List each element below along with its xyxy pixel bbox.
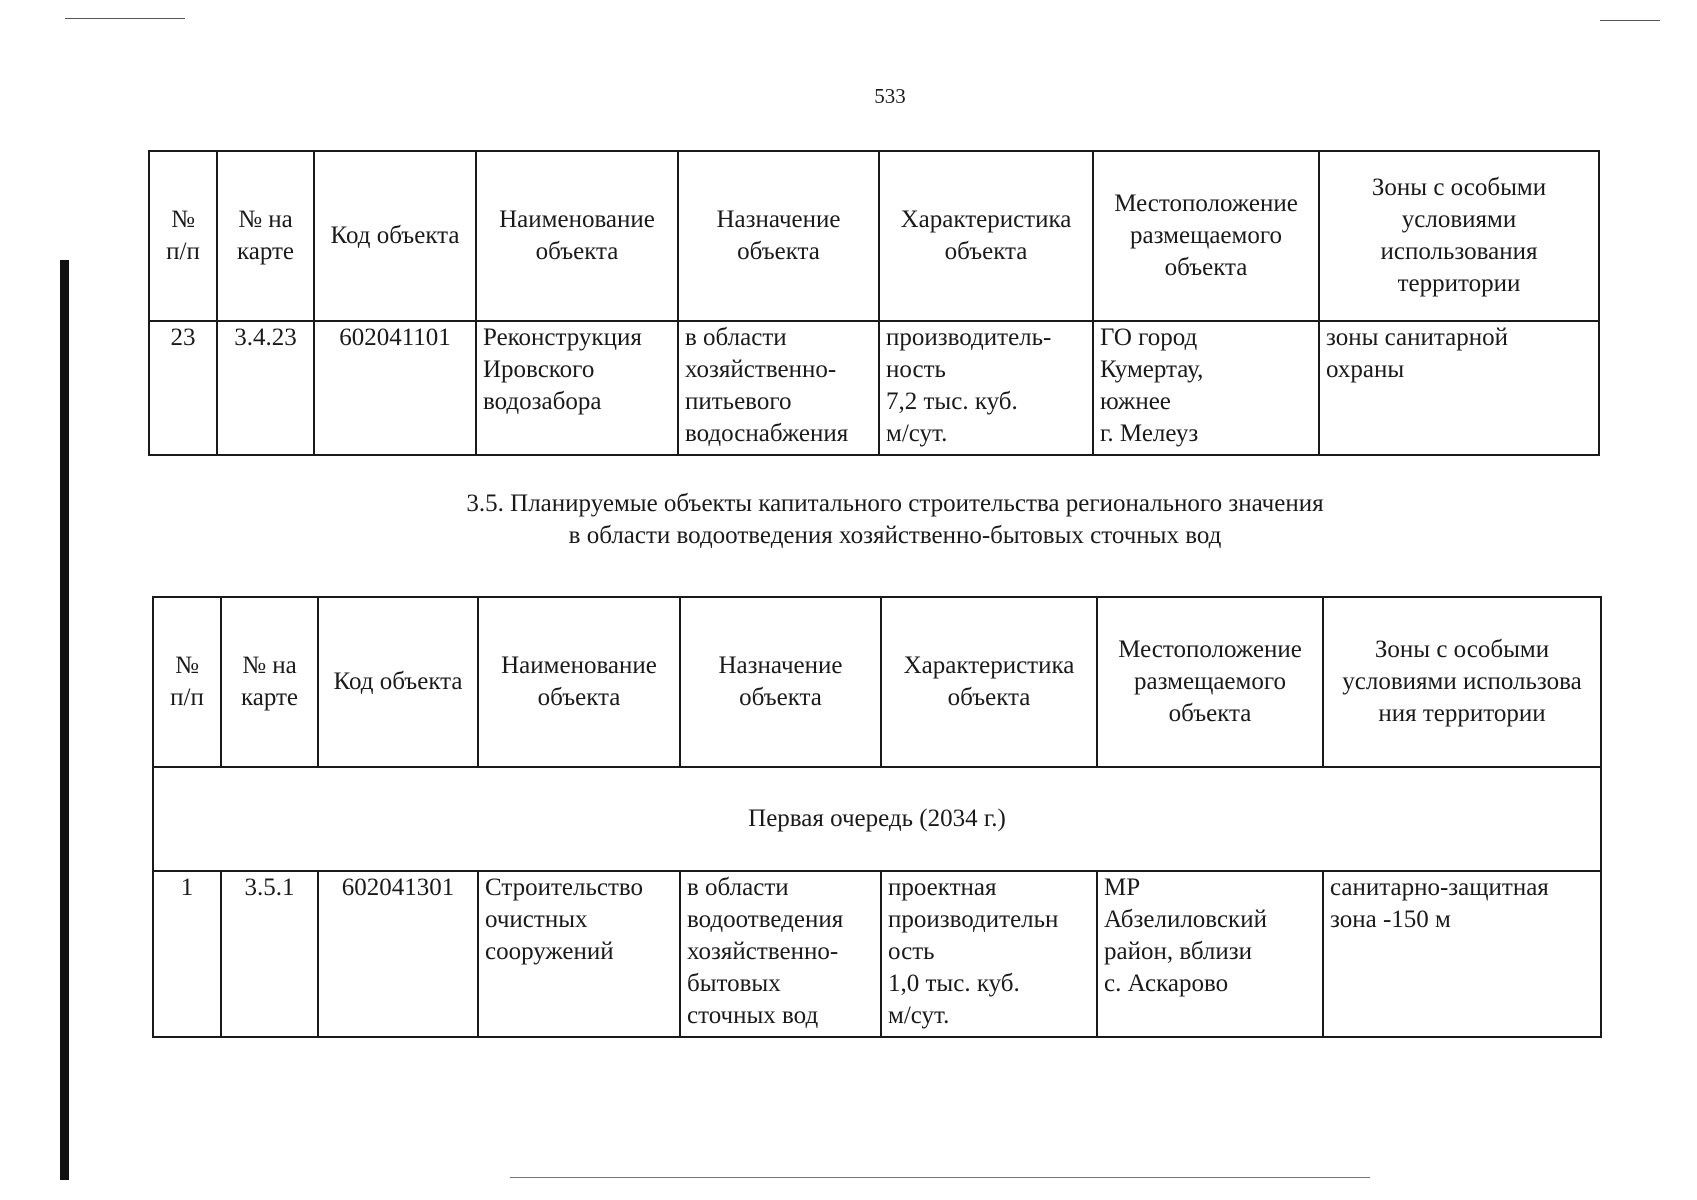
header-map-num: № на карте	[217, 151, 314, 321]
cell-num: 1	[153, 871, 221, 1037]
header-purpose: Назначение объекта	[680, 597, 881, 767]
header-zones: Зоны с особыми условиями использова ния территории	[1323, 597, 1601, 767]
cell-map-num: 3.4.23	[217, 321, 314, 455]
cell-characteristic: проектная производительн ость 1,0 тыс. куб. м/сут.	[881, 871, 1097, 1037]
queue-row	[153, 767, 1601, 871]
header-purpose: Назначение объекта	[678, 151, 879, 321]
section-title-line-1: 3.5. Планируемые объекты капитального строительства регионального значения	[466, 490, 1324, 517]
header-name: Наименование объекта	[478, 597, 680, 767]
scan-edge-top-left	[65, 18, 185, 19]
header-characteristic: Характеристика объекта	[881, 597, 1097, 767]
cell-characteristic: производитель- ность 7,2 тыс. куб. м/сут.	[879, 321, 1093, 455]
scan-edge-top-right	[1600, 20, 1660, 21]
cell-code: 602041101	[314, 321, 476, 455]
header-map-num: № на карте	[221, 597, 318, 767]
cell-location: ГО город Кумертау, южнее г. Мелеуз	[1093, 321, 1319, 455]
objects-table-wastewater	[152, 596, 1602, 1038]
cell-zones: санитарно-защитная зона -150 м	[1323, 871, 1601, 1037]
header-code: Код объекта	[314, 151, 476, 321]
header-characteristic: Характеристика объекта	[879, 151, 1093, 321]
queue-label: Первая очередь (2034 г.)	[153, 767, 1601, 871]
table-header-row	[153, 597, 1601, 767]
cell-location: МР Абзелиловский район, вблизи с. Аскарово	[1097, 871, 1323, 1037]
table-row	[149, 321, 1599, 455]
cell-purpose: в области хозяйственно- питьевого водоснабжения	[678, 321, 879, 455]
cell-zones: зоны санитарной охраны	[1319, 321, 1599, 455]
cell-purpose: в области водоотведения хозяйственно- бытовых сточных вод	[680, 871, 881, 1037]
page-number: 533	[874, 84, 906, 108]
scan-edge-bottom	[510, 1177, 1370, 1178]
cell-num: 23	[149, 321, 217, 455]
cell-code: 602041301	[318, 871, 478, 1037]
header-num: № п/п	[153, 597, 221, 767]
header-zones: Зоны с особыми условиями использования территории	[1319, 151, 1599, 321]
cell-name: Реконструкция Ировского водозабора	[476, 321, 678, 455]
header-name: Наименование объекта	[476, 151, 678, 321]
cell-name: Строительство очистных сооружений	[478, 871, 680, 1037]
section-title	[0, 488, 1697, 552]
header-location: Местоположение размещаемого объекта	[1097, 597, 1323, 767]
cell-map-num: 3.5.1	[221, 871, 318, 1037]
objects-table-water-supply	[148, 150, 1600, 456]
scan-edge-left-bar	[60, 260, 69, 1180]
header-location: Местоположение размещаемого объекта	[1093, 151, 1319, 321]
table-row	[153, 871, 1601, 1037]
table-header-row	[149, 151, 1599, 321]
section-title-line-2: в области водоотведения хозяйственно-бытовых сточных вод	[568, 522, 1222, 549]
header-code: Код объекта	[318, 597, 478, 767]
header-num: № п/п	[149, 151, 217, 321]
